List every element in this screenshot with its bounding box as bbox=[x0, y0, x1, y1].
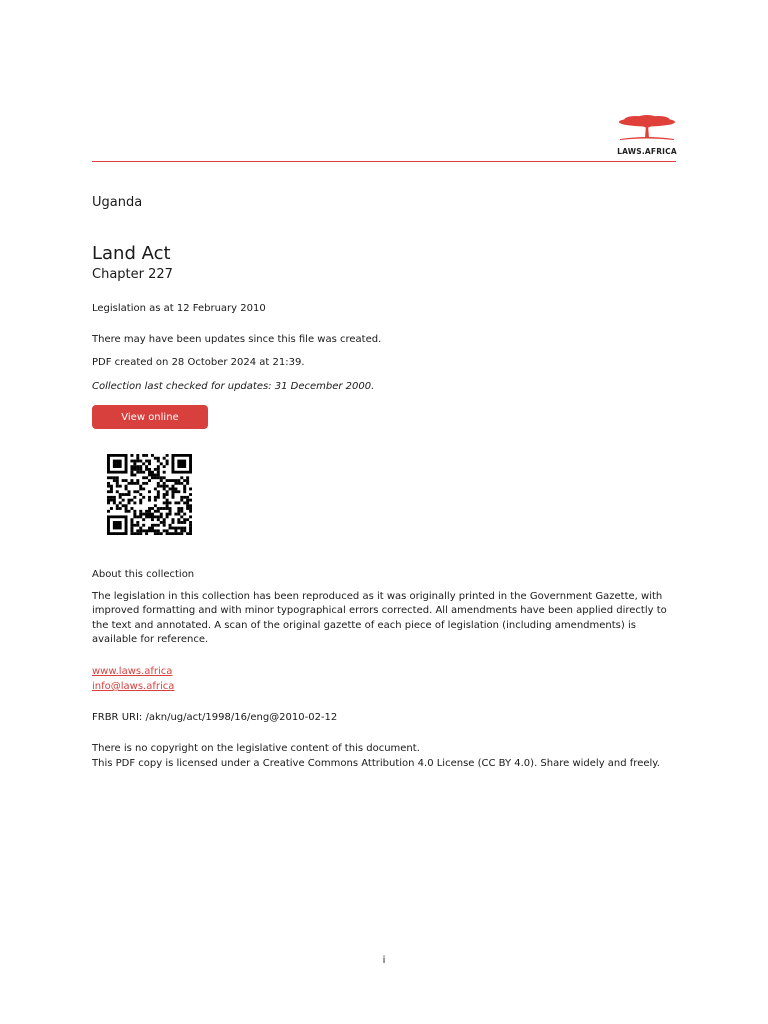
about-heading: About this collection bbox=[92, 569, 195, 580]
act-title: Land Act bbox=[92, 243, 171, 264]
copyright-note: There is no copyright on the legislative content of this document. bbox=[92, 743, 420, 754]
qr-code-icon[interactable] bbox=[107, 454, 192, 535]
email-link-text[interactable]: info@laws.africa bbox=[92, 681, 175, 692]
header-rule bbox=[92, 161, 676, 162]
collection-checked-note: Collection last checked for updates: 31 December 2000. bbox=[92, 381, 375, 392]
view-online-button[interactable]: View online bbox=[92, 405, 208, 429]
legislation-as-at: Legislation as at 12 February 2010 bbox=[92, 303, 266, 314]
act-chapter: Chapter 227 bbox=[92, 267, 173, 282]
updates-note: There may have been updates since this file was created. bbox=[92, 334, 382, 345]
email-link[interactable] bbox=[92, 680, 174, 694]
acacia-tree-icon bbox=[616, 114, 678, 146]
logo-text: LAWS.AFRICA bbox=[617, 147, 677, 156]
website-link-text[interactable]: www.laws.africa bbox=[92, 666, 173, 677]
website-link[interactable] bbox=[92, 665, 172, 679]
country-name: Uganda bbox=[92, 195, 143, 210]
frbr-uri: FRBR URI: /akn/ug/act/1998/16/eng@2010-02-12 bbox=[92, 712, 338, 723]
license-note: This PDF copy is licensed under a Creative Commons Attribution 4.0 License (CC BY 4.0). Share widely and freely. bbox=[92, 758, 660, 769]
laws-africa-logo bbox=[614, 114, 680, 160]
page-number: i bbox=[382, 955, 386, 966]
pdf-created-note: PDF created on 28 October 2024 at 21:39. bbox=[92, 357, 305, 368]
about-body: The legislation in this collection has been reproduced as it was originally printed in the Government Gazette, with improved formatting and with minor typographical errors corrected. All amendments have been applied directly to the text and annotated. A scan of the original gazette of each piece of legislation (including amendments) is available for reference. bbox=[92, 591, 667, 646]
